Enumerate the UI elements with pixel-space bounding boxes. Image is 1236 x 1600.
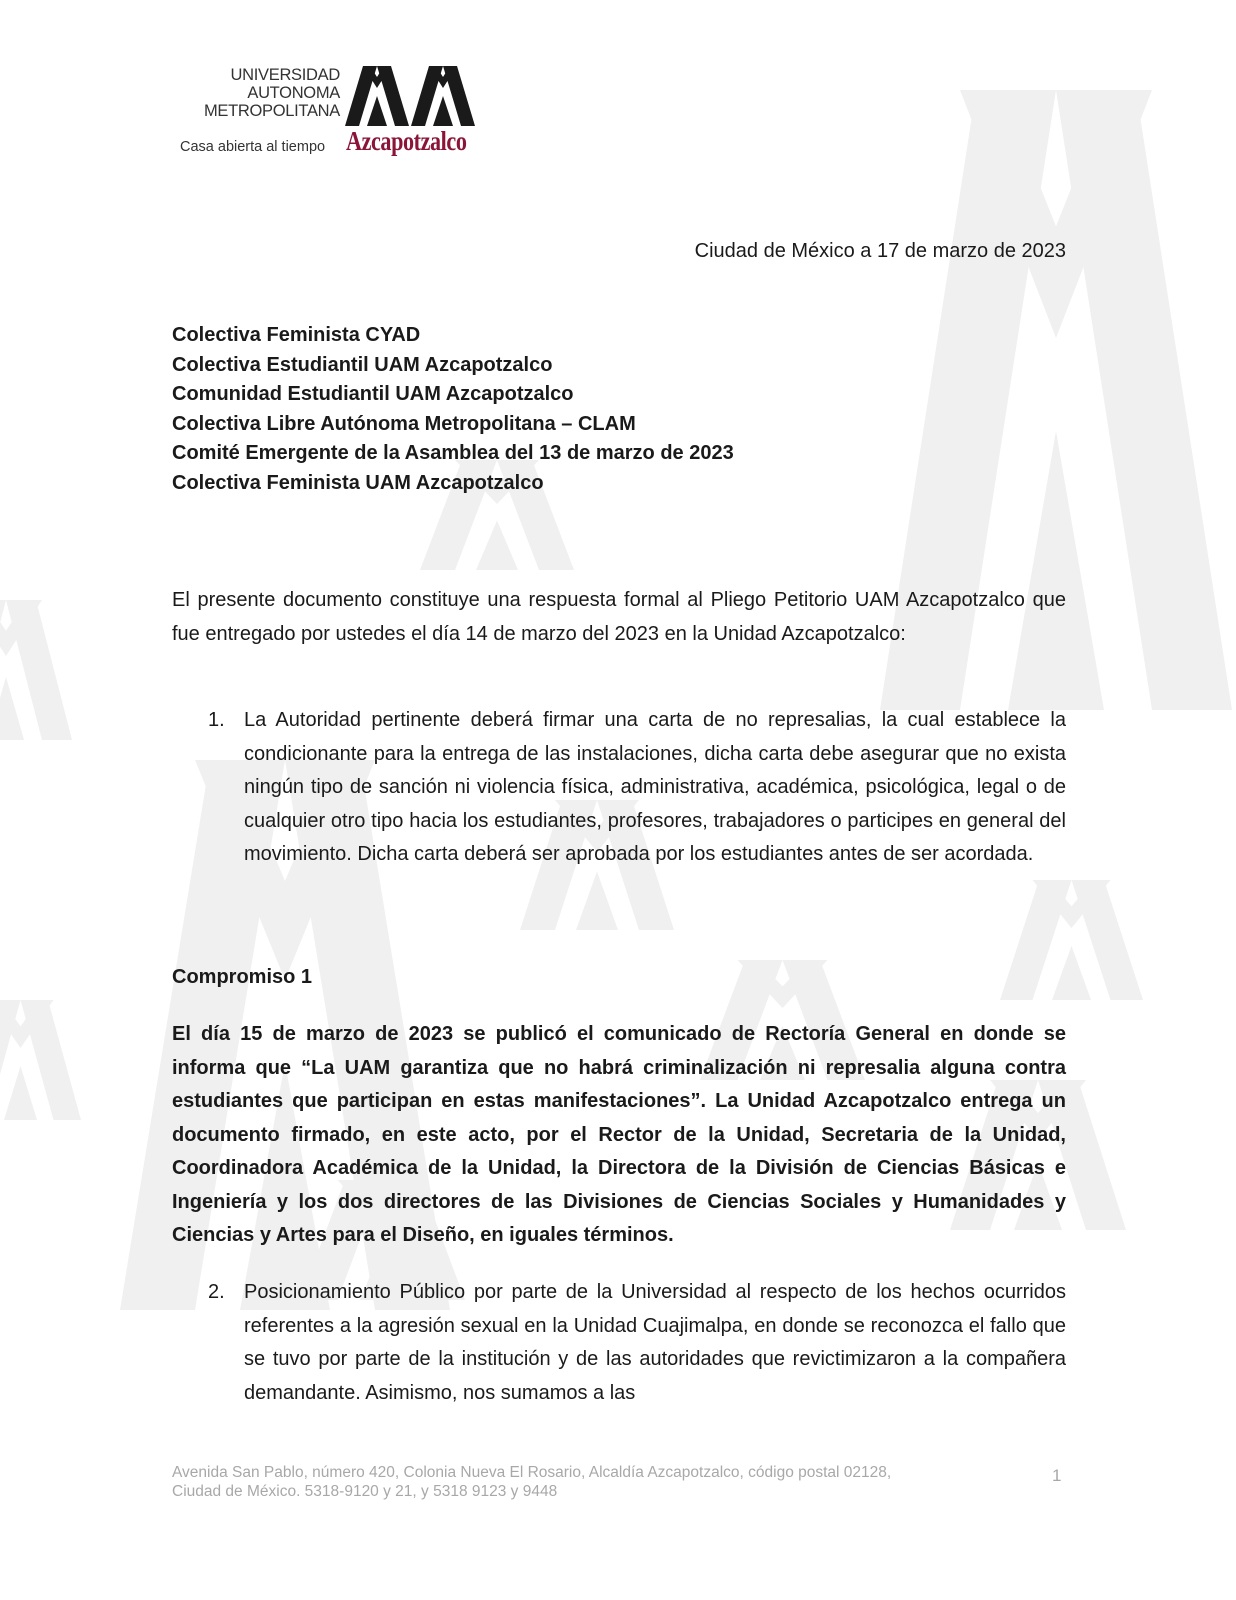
footer-line-2: Ciudad de México. 5318-9120 y 21, y 5318 9123 y 9448 <box>172 1483 558 1500</box>
logo-campus: Azcapotzalco <box>346 126 467 156</box>
intro-paragraph: El presente documento constituye una respuesta formal al Pliego Petitorio UAM Azcapotzalco que fue entregado por ustedes el día 14 de marzo del 2023 en la Unidad Azcapotzalco: <box>172 589 1066 645</box>
logo-line-1: UNIVERSIDAD <box>230 66 340 84</box>
list-item <box>172 704 1066 872</box>
logo-line-3: METROPOLITANA <box>203 102 340 120</box>
logo-university-name <box>204 66 340 120</box>
logo-line-2: AUTONOMA <box>247 84 340 102</box>
compromiso-paragraph: El día 15 de marzo de 2023 se publicó el comunicado de Rectoría General en donde se informa que “La UAM garantiza que no habrá criminalización ni represalia alguna contra estudiantes que participan en estas manifestaciones”. La Unidad Azcapotzalco entrega un documento firmado, en este acto, por el Rector de la Unidad, Secretaria de la Unidad, Coordinadora Académica de la Unidad, la Directora de la División de Ciencias Básicas e Ingeniería y los dos directores de las Divisiones de Ciencias Sociales y Humanidades y Ciencias y Artes para el Diseño, en iguales términos. <box>172 1023 1066 1246</box>
page-number: 1 <box>1052 1466 1062 1485</box>
recipient-line: Colectiva Libre Autónoma Metropolitana – CLAM <box>172 412 636 435</box>
recipient-line: Colectiva Estudiantil UAM Azcapotzalco <box>172 353 553 376</box>
list-item-text: Posicionamiento Público por parte de la Universidad al respecto de los hechos ocurridos referentes a la agresión sexual en la Unidad Cuajimalpa, en donde se reconozca el fallo que se tuvo por parte de la institución y de las autoridades que revictimizaron a la compañera demandante. Asimismo, nos sumamos a las <box>244 1281 1066 1404</box>
recipient-line: Colectiva Feminista CYAD <box>172 324 421 346</box>
footer-line-1: Avenida San Pablo, número 420, Colonia Nueva El Rosario, Alcaldía Azcapotzalco, código postal 02128, <box>172 1464 892 1481</box>
recipient-line: Colectiva Feminista UAM Azcapotzalco <box>172 471 544 494</box>
letter-date: Ciudad de México a 17 de marzo de 2023 <box>694 240 1066 262</box>
logo-tagline: Casa abierta al tiempo <box>180 139 326 155</box>
list-item-number: 1. <box>208 709 225 731</box>
recipient-line: Comité Emergente de la Asamblea del 13 de marzo de 2023 <box>172 442 734 465</box>
list-item-number: 2. <box>208 1281 225 1303</box>
footer-address <box>172 1463 1042 1501</box>
recipient-line: Comunidad Estudiantil UAM Azcapotzalco <box>172 383 574 406</box>
list-item <box>172 1276 1066 1410</box>
recipients-block <box>172 321 734 499</box>
list-item-text: La Autoridad pertinente deberá firmar una carta de no represalias, la cual establece la condicionante para la entrega de las instalaciones, dicha carta debe asegurar que no exista ningún tipo de sanción ni violencia física, administrativa, académica, psicológica, legal o de cualquier otro tipo hacia los estudiantes, profesores, trabajadores o participes en general del movimiento. Dicha carta deberá ser aprobada por los estudiantes antes de ser acordada. <box>244 709 1066 865</box>
compromiso-heading: Compromiso 1 <box>172 966 313 988</box>
uam-emblem-icon <box>345 66 475 126</box>
uam-logo <box>180 64 480 164</box>
